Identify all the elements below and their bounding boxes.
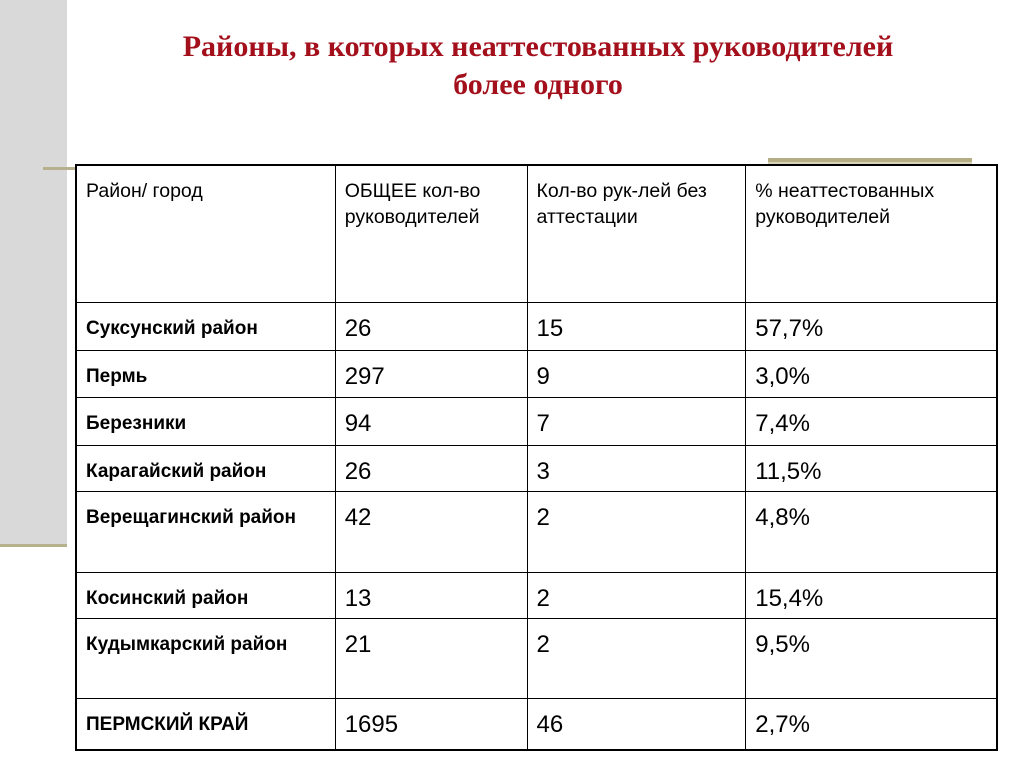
cell-percent: 3,0% [746,351,997,398]
cell-unattested: 9 [527,351,746,398]
table-row [76,619,997,699]
cell-district: Карагайский район [76,446,335,492]
table-header-row [76,165,997,303]
decorative-line-bottom [0,544,67,547]
cell-total: 1695 [335,699,527,751]
table-row [76,492,997,573]
cell-unattested: 2 [527,492,746,573]
cell-total: 13 [335,573,527,619]
cell-percent: 15,4% [746,573,997,619]
cell-district: ПЕРМСКИЙ КРАЙ [76,699,335,751]
cell-percent: 9,5% [746,619,997,699]
header-percent: % неаттестованных руководителей [746,165,997,303]
cell-district: Верещагинский район [76,492,335,573]
cell-total: 297 [335,351,527,398]
cell-unattested: 2 [527,619,746,699]
title-line-2: более одного [453,68,623,101]
cell-district: Пермь [76,351,335,398]
cell-unattested: 15 [527,303,746,351]
cell-unattested: 2 [527,573,746,619]
table-row [76,446,997,492]
cell-total: 21 [335,619,527,699]
table-row [76,351,997,398]
cell-total: 42 [335,492,527,573]
cell-percent: 4,8% [746,492,997,573]
cell-percent: 57,7% [746,303,997,351]
cell-total: 94 [335,398,527,446]
cell-district: Суксунский район [76,303,335,351]
slide-title [100,28,976,104]
table-row-total [76,699,997,751]
table-row [76,573,997,619]
cell-unattested: 3 [527,446,746,492]
table-row [76,398,997,446]
title-line-1: Районы, в которых неаттестованных руководителей [182,30,894,63]
cell-district: Березники [76,398,335,446]
cell-percent: 11,5% [746,446,997,492]
cell-unattested: 7 [527,398,746,446]
cell-total: 26 [335,303,527,351]
districts-table [75,164,998,751]
cell-district: Косинский район [76,573,335,619]
decorative-line-left [43,167,75,170]
cell-percent: 7,4% [746,398,997,446]
header-total: ОБЩЕЕ кол-во руководителей [335,165,527,303]
cell-percent: 2,7% [746,699,997,751]
cell-unattested: 46 [527,699,746,751]
cell-total: 26 [335,446,527,492]
left-decorative-band [0,0,67,546]
cell-district: Кудымкарский район [76,619,335,699]
table-row [76,303,997,351]
header-unattested: Кол-во рук-лей без аттестации [527,165,746,303]
header-district: Район/ город [76,165,335,303]
